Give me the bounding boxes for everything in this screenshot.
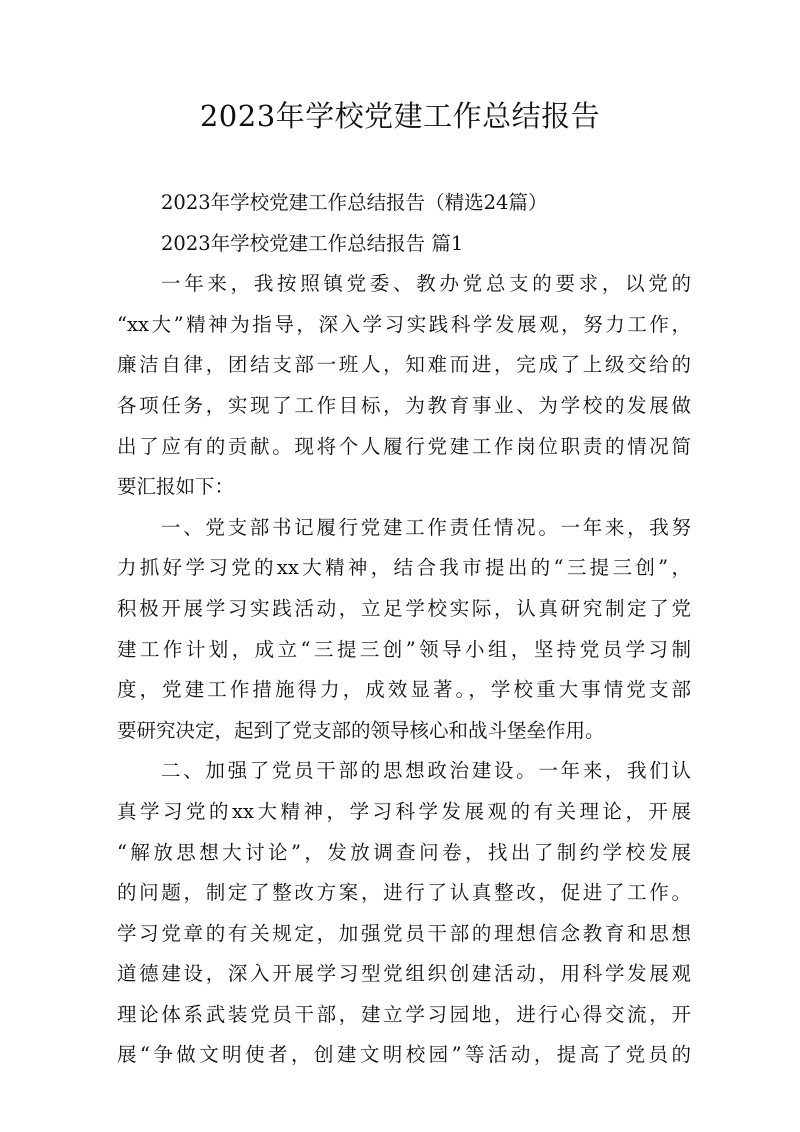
paragraph-line: 一、党支部书记履行党建工作责任情况。一年来，我努: [161, 515, 691, 539]
paragraph-line: 的问题，制定了整改方案，进行了认真整改，促进了工作。: [117, 881, 691, 905]
paragraph-line: 道德建设，深入开展学习型党组织创建活动，用科学发展观: [117, 962, 691, 986]
paragraph-line: 各项任务，实现了工作目标，为教育事业、为学校的发展做: [117, 393, 691, 417]
paragraph-line: 二、加强了党员干部的思想政治建设。一年来，我们认: [161, 759, 691, 783]
paragraph-line: “解放思想大讨论”，发放调查问卷，找出了制约学校发展: [117, 840, 691, 864]
document-body: [117, 183, 691, 1076]
paragraph-line: 出了应有的贡献。现将个人履行党建工作岗位职责的情况简: [117, 434, 691, 458]
paragraph-line: 一年来，我按照镇党委、教办党总支的要求，以党的: [161, 272, 691, 296]
paragraph-line: 建工作计划，成立“三提三创”领导小组，坚持党员学习制: [117, 637, 691, 661]
paragraph-line: 展“争做文明使者，创建文明校园”等活动，提高了党员的: [117, 1043, 691, 1067]
paragraph-line: 真学习党的xx大精神，学习科学发展观的有关理论，开展: [117, 799, 691, 823]
paragraph-line: 要研究决定，起到了党支部的领导核心和战斗堡垒作用。: [117, 718, 605, 742]
document-title: 2023年学校党建工作总结报告: [199, 99, 601, 133]
paragraph-line: 廉洁自律，团结支部一班人，知难而进，完成了上级交给的: [117, 353, 691, 377]
paragraph-line: 理论体系武装党员干部，建立学习园地，进行心得交流，开: [117, 1002, 691, 1026]
paragraph-line: “xx大”精神为指导，深入学习实践科学发展观，努力工作，: [117, 312, 691, 336]
paragraph-line: 积极开展学习实践活动，立足学校实际，认真研究制定了党: [117, 596, 691, 620]
paragraph-line: 要汇报如下：: [117, 475, 235, 499]
paragraph-line: 学习党章的有关规定，加强党员干部的理想信念教育和思想: [117, 921, 691, 945]
paragraph-line: 力抓好学习党的xx大精神，结合我市提出的“三提三创”，: [117, 556, 691, 580]
paragraph-line: 2023年学校党建工作总结报告（精选24篇）: [161, 191, 548, 214]
paragraph-line: 度，党建工作措施得力，成效显著。，学校重大事情党支部: [117, 678, 691, 702]
paragraph-line: 2023年学校党建工作总结报告 篇1: [161, 231, 464, 255]
